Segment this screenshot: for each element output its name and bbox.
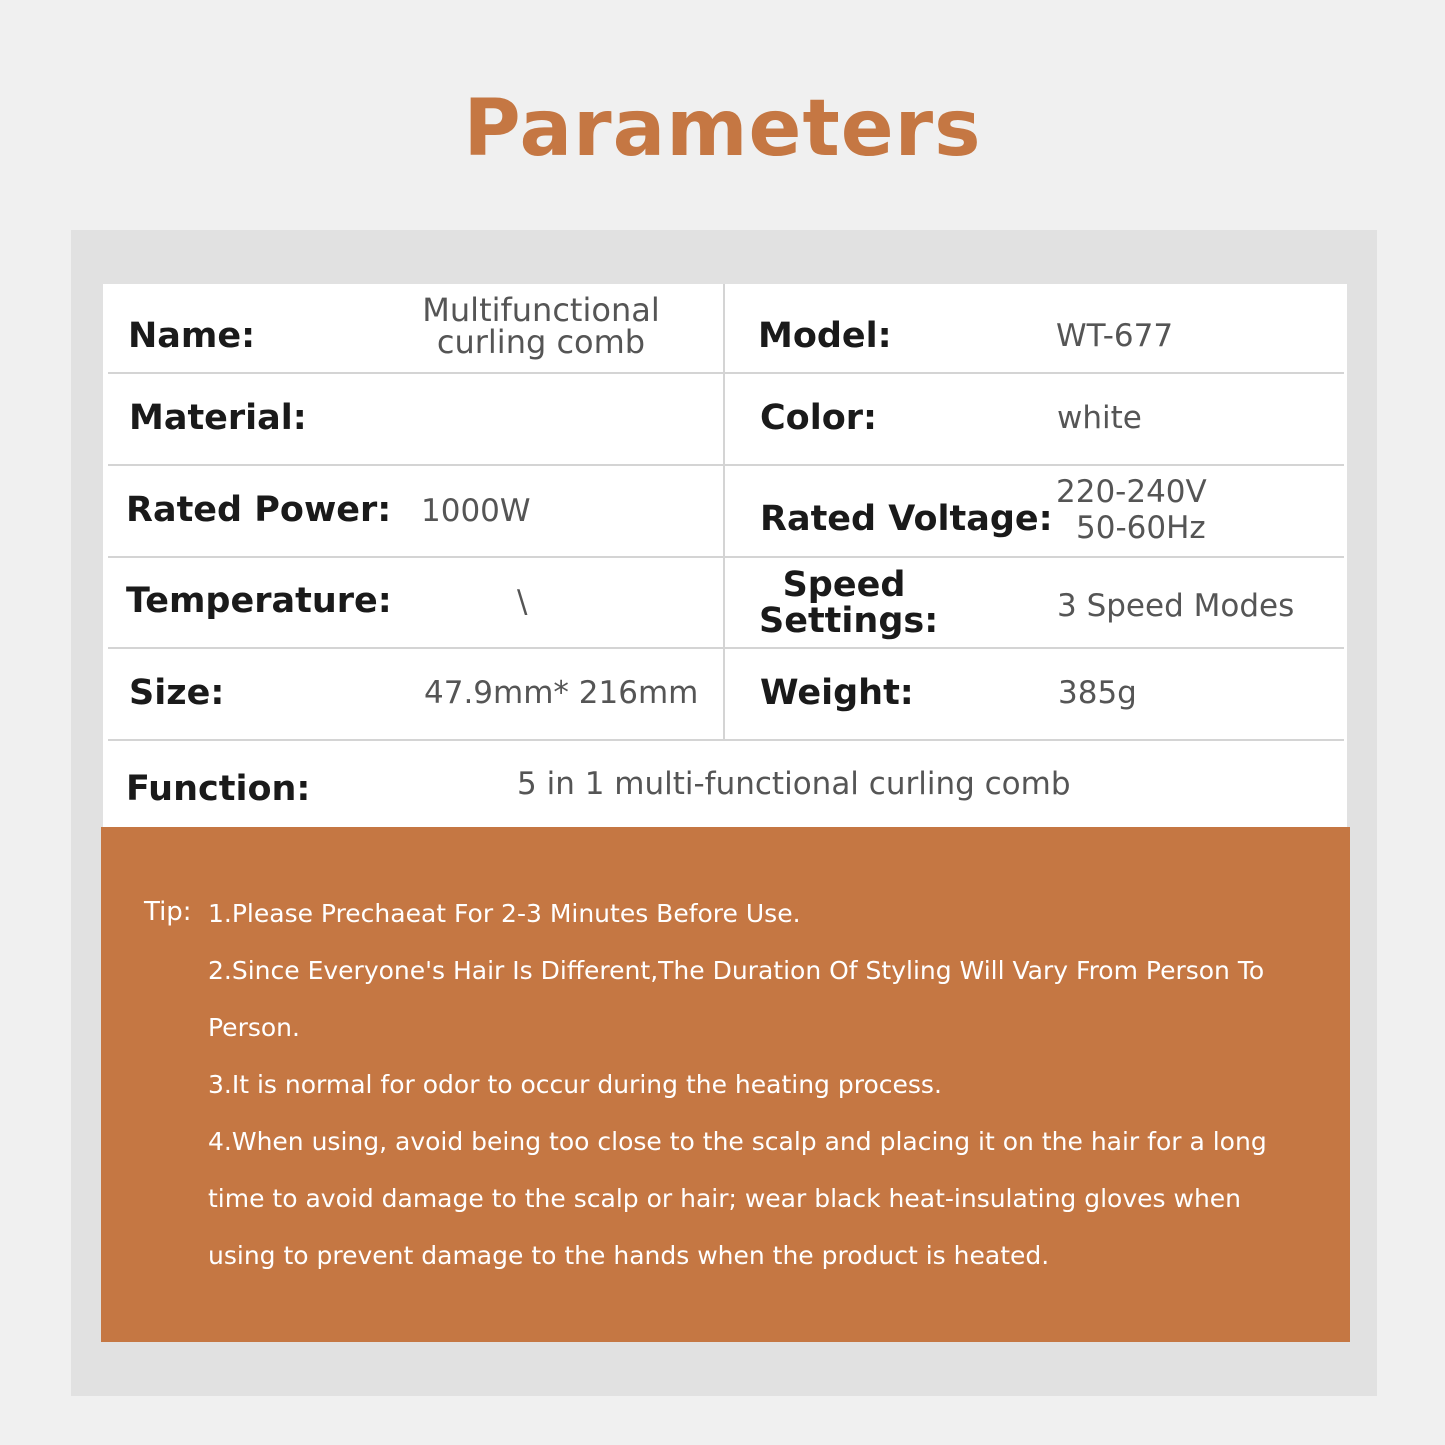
speed-settings-value: 3 Speed Modes [1057, 588, 1295, 624]
parameters-table [103, 284, 1347, 827]
model-label: Model: [758, 316, 892, 356]
name-value [393, 291, 689, 361]
page-title: Parameters [463, 84, 982, 174]
speed-settings-label-line2: Settings: [759, 601, 939, 641]
tip-line: using to prevent damage to the hands when the product is heated. [208, 1241, 1050, 1270]
row-divider [108, 647, 1344, 649]
speed-settings-label-line1: Speed [782, 565, 906, 605]
name-label: Name: [128, 316, 256, 356]
tip-line: Person. [208, 1013, 300, 1042]
weight-label: Weight: [760, 673, 914, 713]
rated-power-value: 1000W [421, 493, 531, 529]
speed-settings-label [759, 565, 939, 641]
tip-line: time to avoid damage to the scalp or hair; wear black heat-insulating gloves when [208, 1184, 1242, 1213]
temperature-value: \ [517, 584, 528, 620]
tip-line: 1.Please Prechaeat For 2-3 Minutes Before Use. [208, 899, 801, 928]
size-label: Size: [129, 673, 225, 713]
size-value: 47.9mm* 216mm [424, 675, 699, 711]
color-value: white [1057, 400, 1142, 436]
tip-label: Tip: [144, 897, 192, 927]
function-value: 5 in 1 multi-functional curling comb [517, 766, 1071, 802]
tips-list [208, 885, 1338, 1284]
column-divider [723, 284, 725, 740]
rated-voltage-line2: 50-60Hz [1076, 510, 1206, 546]
row-divider [108, 464, 1344, 466]
name-value-line1: Multifunctional [422, 291, 660, 329]
color-label: Color: [760, 398, 878, 438]
rated-power-label: Rated Power: [126, 490, 392, 530]
tips-box [101, 827, 1350, 1342]
temperature-label: Temperature: [126, 581, 392, 621]
weight-value: 385g [1058, 675, 1137, 711]
name-value-line2: curling comb [436, 323, 646, 361]
model-value: WT-677 [1056, 318, 1174, 354]
rated-voltage-label: Rated Voltage: [760, 499, 1053, 539]
row-divider [108, 372, 1344, 374]
row-divider [108, 556, 1344, 558]
tip-line: 2.Since Everyone's Hair Is Different,The Duration Of Styling Will Vary From Person To [208, 956, 1265, 985]
rated-voltage-value [1056, 474, 1207, 546]
rated-voltage-line1: 220-240V [1056, 474, 1207, 510]
tip-line: 4.When using, avoid being too close to the scalp and placing it on the hair for a long [208, 1127, 1267, 1156]
material-label: Material: [129, 398, 307, 438]
tip-line: 3.It is normal for odor to occur during the heating process. [208, 1070, 942, 1099]
row-divider [108, 739, 1344, 741]
function-label: Function: [126, 769, 311, 809]
